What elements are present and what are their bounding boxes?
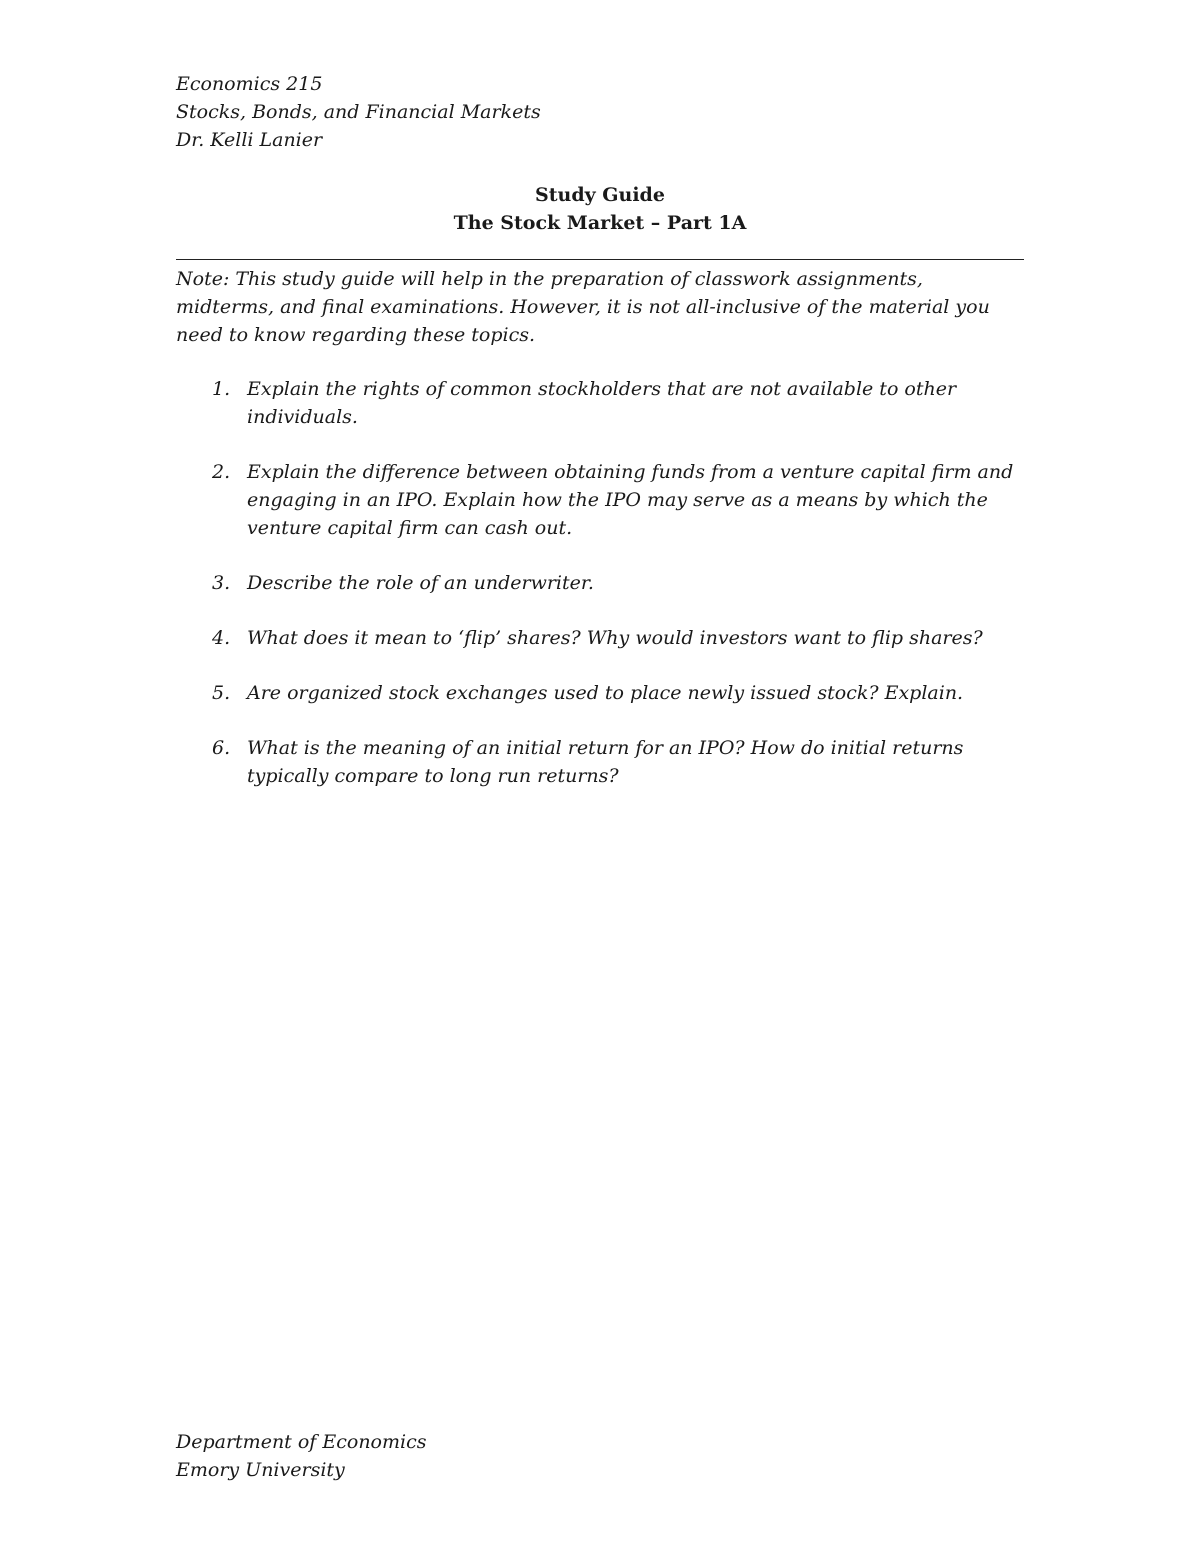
- question-number: 4.: [212, 627, 231, 649]
- title-line-topic: The Stock Market – Part 1A: [453, 212, 747, 234]
- question-item: [176, 734, 1024, 790]
- question-number: 3.: [212, 572, 231, 594]
- course-number: Economics 215: [176, 73, 323, 95]
- question-number: 1.: [212, 378, 231, 400]
- question-number: 5.: [212, 682, 231, 704]
- question-text: Explain the difference between obtaining funds from a venture capital firm and engaging in an IPO. Explain how the IPO may serve as a means by which the venture capital firm can cash out.: [247, 461, 1014, 539]
- question-item: [176, 375, 1024, 431]
- question-text: What is the meaning of an initial return for an IPO? How do initial returns typically compare to long run returns?: [247, 737, 964, 787]
- document-footer: [176, 1428, 426, 1484]
- university-name: Emory University: [176, 1459, 345, 1481]
- document-title: [176, 181, 1024, 237]
- title-line-study-guide: Study Guide: [535, 184, 665, 206]
- horizontal-divider: [176, 259, 1024, 260]
- study-guide-note: Note: This study guide will help in the preparation of classwork assignments, midterms, and final examinations. However, it is not all-inclusive of the material you need to know regarding these topics.: [176, 268, 990, 346]
- department-name: Department of Economics: [176, 1431, 427, 1453]
- question-item: [176, 569, 1024, 597]
- course-header: [176, 70, 541, 154]
- question-text: Are organized stock exchanges used to place newly issued stock? Explain.: [247, 682, 964, 704]
- question-text: Describe the role of an underwriter.: [247, 572, 594, 594]
- question-text: Explain the rights of common stockholders that are not available to other individuals.: [247, 378, 957, 428]
- course-title: Stocks, Bonds, and Financial Markets: [176, 101, 541, 123]
- question-item: [176, 458, 1024, 542]
- instructor-name: Dr. Kelli Lanier: [176, 129, 323, 151]
- question-item: [176, 679, 1024, 707]
- question-item: [176, 624, 1024, 652]
- question-number: 6.: [212, 737, 231, 759]
- question-list: [176, 375, 1024, 790]
- question-number: 2.: [212, 461, 231, 483]
- question-text: What does it mean to ‘flip’ shares? Why would investors want to flip shares?: [247, 627, 983, 649]
